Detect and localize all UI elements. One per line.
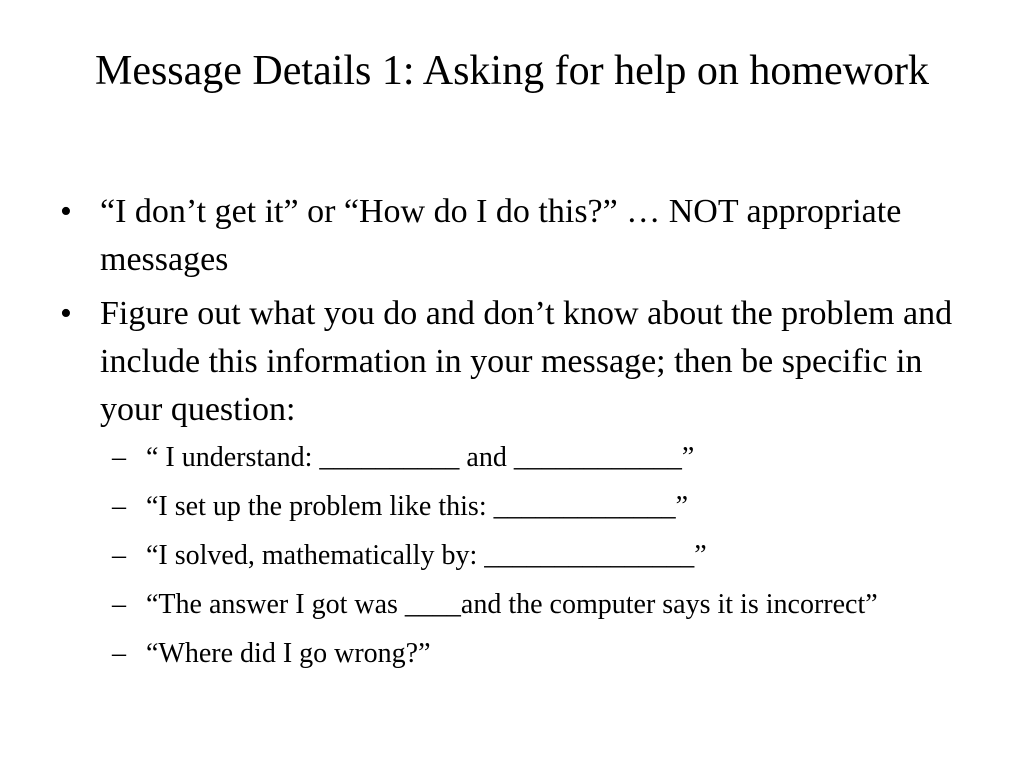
slide-body bbox=[60, 188, 960, 685]
sub-bullet-item-2 bbox=[60, 489, 960, 525]
sub-bullet-text: “I solved, mathematically by: _______________” bbox=[146, 540, 707, 571]
bullet-icon: • bbox=[60, 295, 72, 332]
bullet-text: “I don’t get it” or “How do I do this?” … NOT appropriate messages bbox=[100, 193, 902, 278]
dash-icon: – bbox=[112, 442, 126, 473]
sub-bullet-list bbox=[60, 440, 960, 672]
dash-icon: – bbox=[112, 491, 126, 522]
sub-bullet-item-5 bbox=[60, 636, 960, 672]
bullet-item-2 bbox=[60, 290, 960, 434]
slide-title: Message Details 1: Asking for help on homework bbox=[94, 48, 930, 94]
dash-icon: – bbox=[112, 589, 126, 620]
bullet-text: Figure out what you do and don’t know about the problem and include this information in your message; then be specific in your question: bbox=[100, 295, 953, 428]
sub-bullet-item-3 bbox=[60, 538, 960, 574]
bullet-item-1 bbox=[60, 188, 960, 284]
dash-icon: – bbox=[112, 540, 126, 571]
dash-icon: – bbox=[112, 638, 126, 669]
sub-bullet-item-4 bbox=[60, 587, 960, 623]
sub-bullet-text: “The answer I got was ____and the computer says it is incorrect” bbox=[146, 589, 878, 620]
bullet-icon: • bbox=[60, 193, 72, 230]
sub-bullet-text: “ I understand: __________ and ____________” bbox=[146, 442, 695, 473]
sub-bullet-text: “I set up the problem like this: _____________” bbox=[146, 491, 689, 522]
sub-bullet-item-1 bbox=[60, 440, 960, 476]
sub-bullet-text: “Where did I go wrong?” bbox=[146, 638, 431, 669]
